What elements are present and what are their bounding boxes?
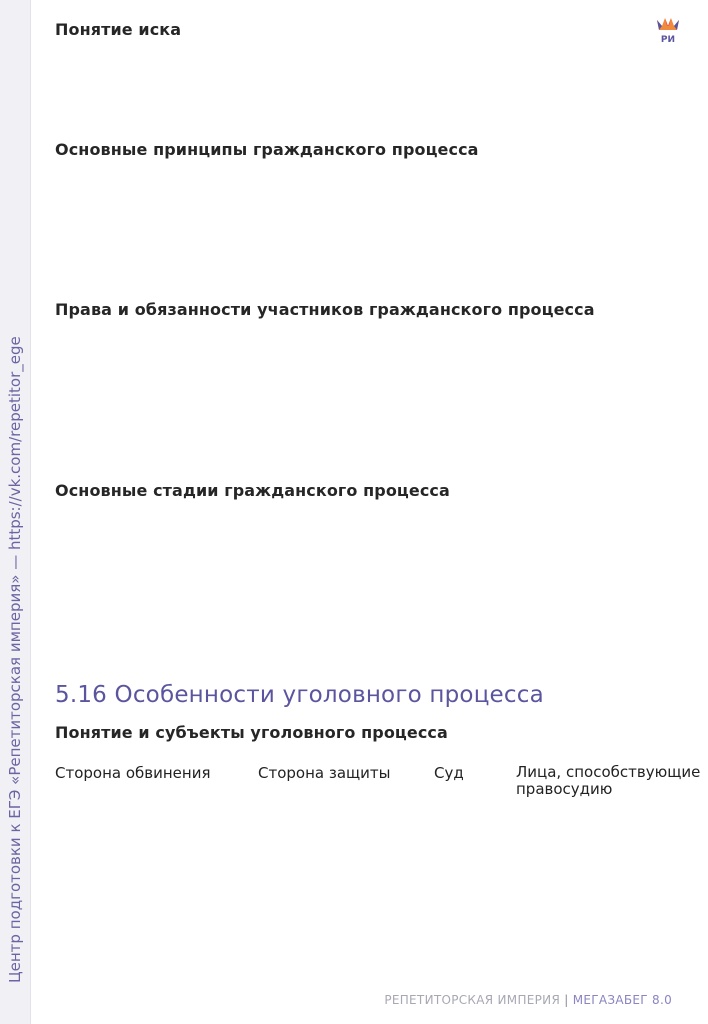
sidebar <box>0 0 31 1024</box>
heading-claim-concept: Понятие иска <box>55 20 182 39</box>
footer <box>384 993 672 1007</box>
crown-logo-icon <box>655 16 681 46</box>
sidebar-vertical-text: Центр подготовки к ЕГЭ «Репетиторская империя» — https://vk.com/repetitor_ege <box>6 336 24 983</box>
participant-court: Суд <box>434 764 464 782</box>
logo <box>655 16 681 46</box>
heading-principles: Основные принципы гражданского процесса <box>55 140 479 159</box>
heading-rights-duties: Права и обязанности участников гражданского процесса <box>55 300 595 319</box>
participant-prosecution: Сторона обвинения <box>55 764 211 782</box>
footer-brand: РЕПЕТИТОРСКАЯ ИМПЕРИЯ <box>384 993 561 1007</box>
heading-stages: Основные стадии гражданского процесса <box>55 481 450 500</box>
footer-event: МЕГАЗАБЕГ 8.0 <box>572 993 672 1007</box>
footer-separator: | <box>564 993 569 1007</box>
logo-text: РИ <box>660 35 676 45</box>
participant-justice-assistants: Лица, способствующие правосудию <box>516 763 701 798</box>
section-title: 5.16 Особенности уголовного процесса <box>55 682 544 708</box>
heading-criminal-concept: Понятие и субъекты уголовного процесса <box>55 723 448 742</box>
participant-defense: Сторона защиты <box>258 764 391 782</box>
